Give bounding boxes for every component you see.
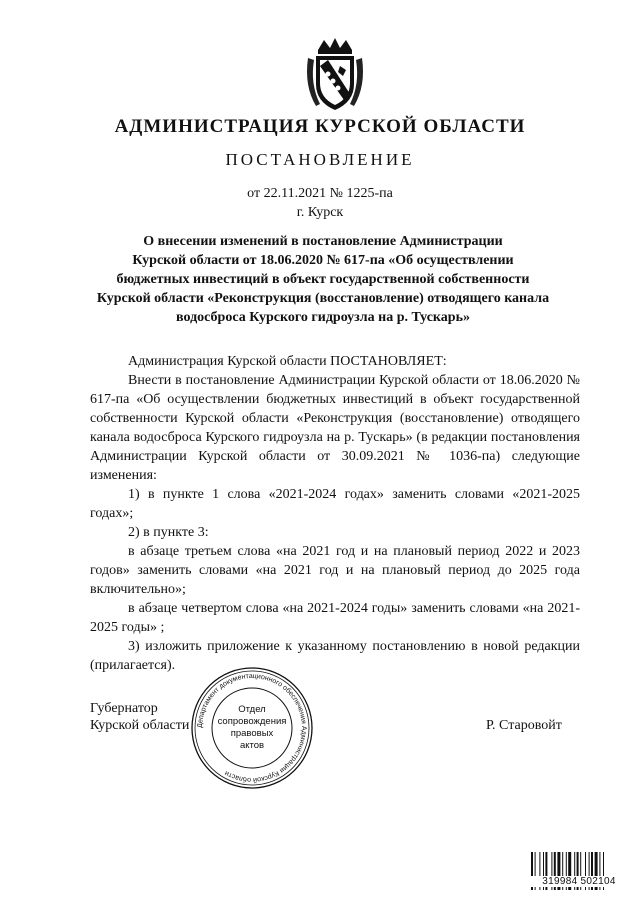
body-paragraph: 3) изложить приложение к указанному постановлению в новой редакции (прилагается).	[90, 639, 580, 673]
document-city: г. Курск	[296, 205, 344, 220]
position-line: Курской области	[90, 718, 190, 733]
subject-line: Курской области от 18.06.2020 № 617-па «Об осуществлении	[132, 253, 514, 268]
stamp-center-text	[217, 704, 287, 752]
signatory-position	[90, 700, 189, 734]
resolution-statement: Администрация Курской области ПОСТАНОВЛЯЕТ:	[128, 354, 447, 369]
subject-line: Курской области «Реконструкция (восстановление) отводящего канала	[96, 291, 550, 306]
document-subject	[88, 232, 558, 327]
subject-line: водосброса Курского гидроузла на р. Тускарь»	[176, 310, 470, 325]
subject-line: бюджетных инвестиций в объект государственной собственности	[116, 272, 530, 287]
position-line: Губернатор	[90, 701, 158, 716]
body-paragraph: Внести в постановление Администрации Курской области от 18.06.2020 № 617-па «Об осуществлении бюджетных инвестиций в объект государственной собственности Курской области «Реконструкция (восстановление) отводящего канала водосброса Курского гидроузла на р. Тускарь» (в редакции постановления Администрации Курской области от 30.09.2021 № 1036-па) следующие изменения:	[90, 373, 580, 483]
document-body	[90, 352, 580, 675]
stamp-line: сопровождения	[217, 716, 287, 727]
coat-of-arms-emblem	[302, 36, 368, 114]
administration-title: АДМИНИСТРАЦИЯ КУРСКОЙ ОБЛАСТИ	[114, 116, 526, 137]
stamp-line: Отдел	[238, 704, 266, 715]
body-paragraph: 1) в пункте 1 слова «2021-2024 годах» заменить словами «2021-2025 годах»;	[90, 487, 580, 521]
body-paragraph: в абзаце четвертом слова «на 2021-2024 годы» заменить словами «на 2021-2025 годы» ;	[90, 601, 580, 635]
signatory-name: Р. Старовойт	[486, 718, 562, 733]
stamp-ring-text: Департамент документационного обеспечения Администрации Курской области	[196, 672, 308, 784]
stamp-line: правовых	[230, 728, 274, 739]
document-number-date: от 22.11.2021 № 1225-па	[247, 186, 393, 201]
subject-line: О внесении изменений в постановление Администрации	[143, 234, 503, 249]
document-type: ПОСТАНОВЛЕНИЕ	[225, 150, 415, 169]
stamp-line: актов	[239, 740, 265, 751]
body-paragraph: в абзаце третьем слова «на 2021 год и на плановый период 2022 и 2023 годов» заменить словами «на 2021 год и на плановый период до 2025 года включительно»;	[90, 544, 580, 597]
body-paragraph: 2) в пункте 3:	[128, 525, 209, 540]
barcode-number: 319984 502104	[528, 876, 630, 887]
